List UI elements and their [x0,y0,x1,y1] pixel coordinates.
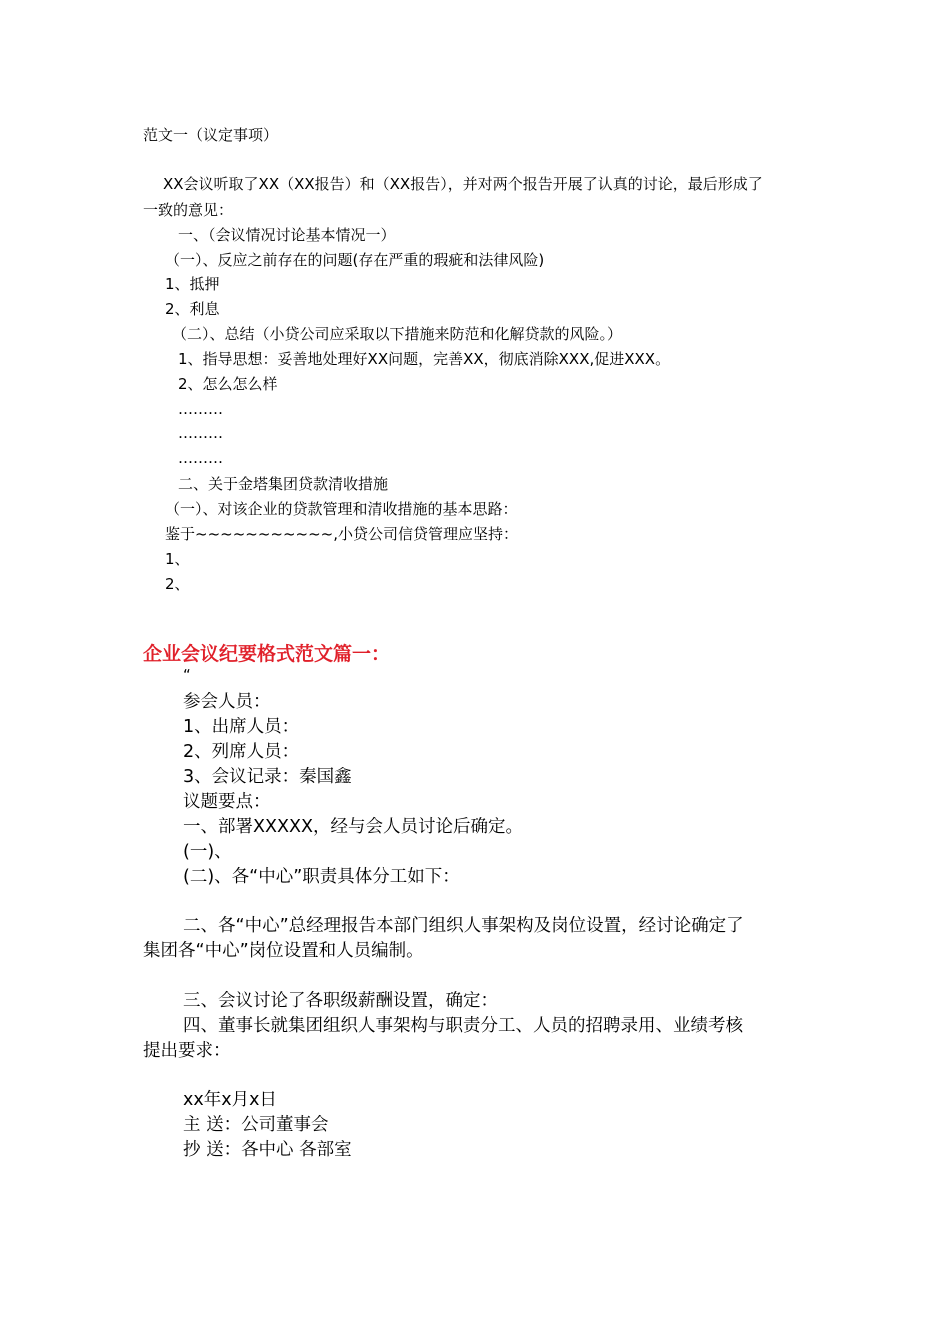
section1-item1-sub2-2: 2、怎么怎么样 [178,375,278,393]
section1-ellipsis-2: ……… [178,424,223,442]
section1-item2: 二、关于金塔集团贷款清收措施 [178,475,389,493]
topic-2-line2: 集团各“中心”岗位设置和人员编制。 [143,941,424,961]
section1-item1-sub2: （二）、总结（小贷公司应采取以下措施来防范和化解贷款的风险。） [172,325,623,343]
copy-to: 抄 送：各中心 各部室 [183,1140,352,1160]
section1-ellipsis-3: ……… [178,449,223,467]
topic-3: 三、会议讨论了各职级薪酬设置，确定： [183,991,498,1011]
topics-title: 议题要点： [183,792,271,812]
section1-ellipsis-1: ……… [178,400,223,418]
section1-intro-line2: 一致的意见： [143,201,234,219]
attendee-3: 3、会议记录：秦国鑫 [183,767,352,787]
section1-item2-1: 1、 [165,550,190,568]
section1-item1-sub2-1: 1、指导思想：妥善地处理好XX问题，完善XX，彻底消除XXX,促进XXX。 [178,350,671,368]
section1-intro-line1: XX会议听取了XX（XX报告）和（XX报告），并对两个报告开展了认真的讨论，最后形成了 [163,175,763,193]
section1-item2-2: 2、 [165,575,190,593]
section1-title: 范文一（议定事项） [143,126,279,144]
topic-1: 一、部署XXXXX，经与会人员讨论后确定。 [183,817,523,837]
section1-item2-sub1: （一）、对该企业的贷款管理和清收措施的基本思路： [165,500,518,518]
topic-4-line2: 提出要求： [143,1041,231,1061]
attendee-2: 2、列席人员： [183,742,300,762]
topic-1-b: (二)、各“中心”职责具体分工如下： [183,867,460,887]
section1-item1-sub1: （一）、反应之前存在的问题(存在严重的瑕疵和法律风险) [165,251,545,269]
topic-4-line1: 四、董事长就集团组织人事架构与职责分工、人员的招聘录用、业绩考核 [183,1016,743,1036]
topic-1-a: (一)、 [183,842,232,862]
topic-2-line1: 二、各“中心”总经理报告本部门组织人事架构及岗位设置，经讨论确定了 [183,916,744,936]
section1-item1: 一、（会议情况讨论基本情况一） [178,226,396,244]
send-to: 主 送：公司董事会 [183,1115,329,1135]
section2-quote-mark: “ [183,666,191,684]
section2-heading: 企业会议纪要格式范文篇一： [143,643,391,665]
section1-item2-text: 鉴于~~~~~~~~~~~,小贷公司信贷管理应坚持： [165,525,519,543]
section1-item1-sub1-2: 2、利息 [165,300,220,318]
document-date: xx年x月x日 [183,1090,277,1110]
attendees-title: 参会人员： [183,692,271,712]
section1-item1-sub1-1: 1、抵押 [165,275,220,293]
attendee-1: 1、出席人员： [183,717,300,737]
